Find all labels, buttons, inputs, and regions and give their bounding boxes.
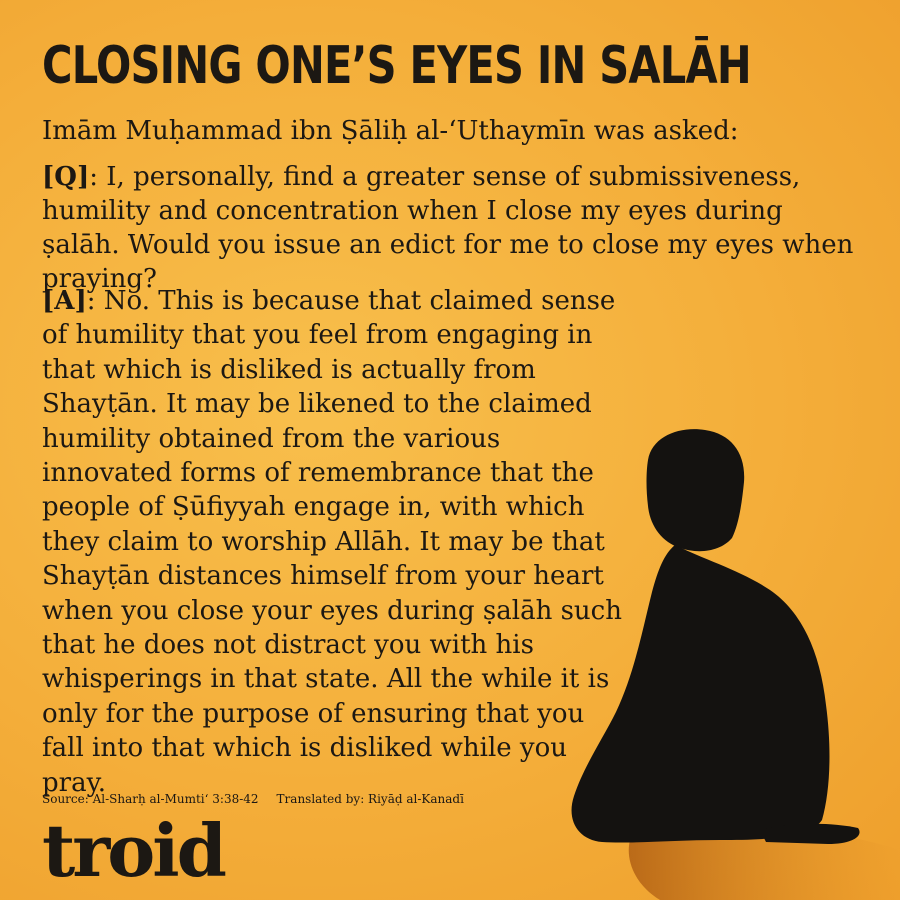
source-citation: Source: Al-Sharḥ al-Mumti‘ 3:38-42 (42, 792, 259, 806)
question-marker: [Q] (42, 162, 90, 192)
answer-text (42, 284, 622, 800)
intro-line: Imām Muḥammad ibn Ṣāliḥ al-‘Uthaymīn was asked: (42, 116, 739, 146)
answer-marker: [A] (42, 286, 87, 316)
troid-logo: troid (42, 808, 224, 893)
translator-credit: Translated by: Riyāḍ al-Kanadī (276, 792, 464, 806)
silhouette-body (572, 545, 830, 843)
question-body: : I, personally, find a greater sense of submissiveness, humility and concentration when I close my eyes during ṣalāh. Would you issue an edict for me to close my eyes when praying? (42, 162, 854, 294)
kneeling-man-silhouette (540, 420, 900, 900)
source-line (42, 792, 464, 806)
answer-body: : No. This is because that claimed sense of humility that you feel from engaging in that which is disliked is actually from Shayṭān. It may be likened to the claimed humility obtained from the various innovated forms of remembrance that the people of Ṣūfiyyah engage in, with which they claim to worship Allāh. It may be that Shayṭān distances himself from your heart when you close your eyes during ṣalāh such that he does not distract you with his whisperings in that state. All the while it is only for the purpose of ensuring that you fall into that which is disliked while you pray. (42, 286, 622, 798)
page-title: CLOSING ONE’S EYES IN SALĀH (42, 36, 751, 96)
question-text (42, 160, 858, 296)
silhouette-head (647, 429, 745, 551)
